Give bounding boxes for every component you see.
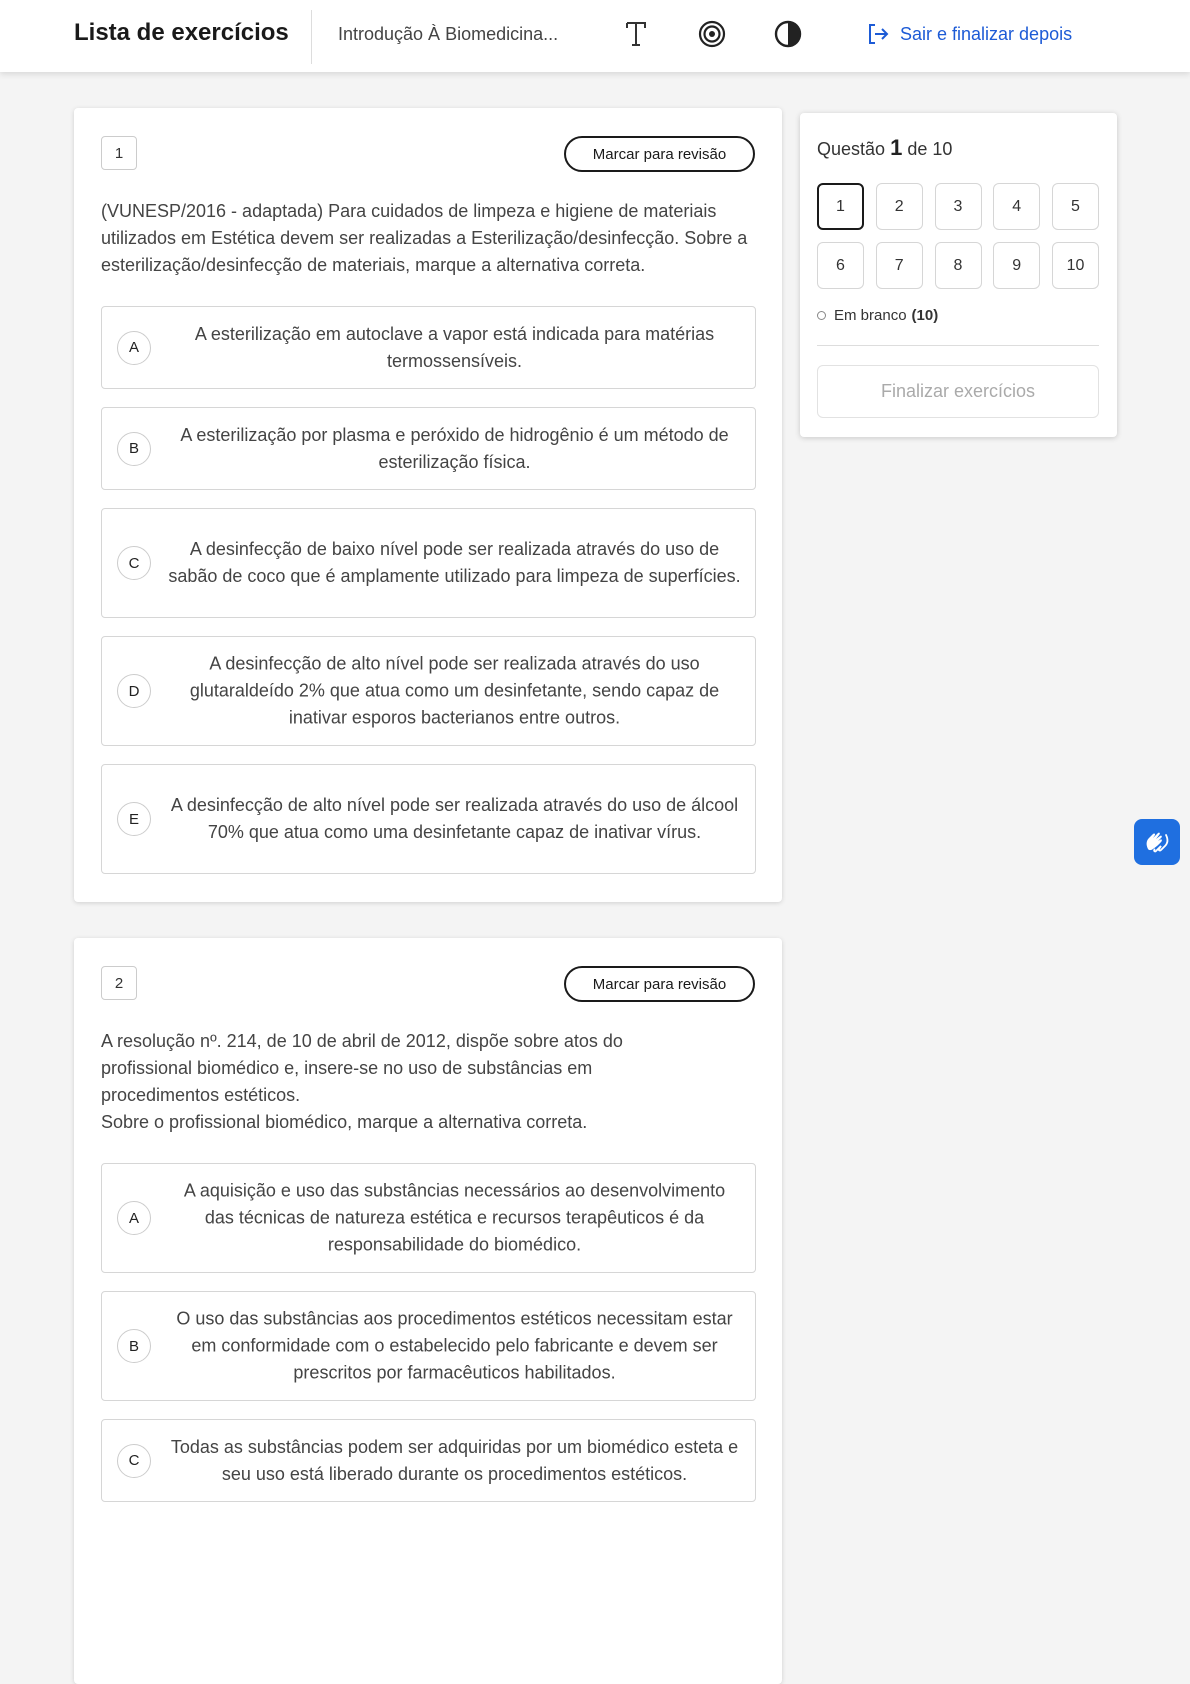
- nav-question-2[interactable]: 2: [876, 183, 923, 230]
- text-size-button[interactable]: [620, 18, 652, 50]
- alternative-d[interactable]: [101, 636, 756, 746]
- libras-accessibility-button[interactable]: [1134, 819, 1180, 865]
- alternative-b[interactable]: [101, 1291, 756, 1401]
- total-questions: 10: [932, 139, 953, 159]
- navigator-divider: [817, 345, 1099, 346]
- contrast-button[interactable]: [772, 18, 804, 50]
- question-statement: [101, 198, 756, 279]
- exit-label: Sair e finalizar depois: [900, 23, 1073, 44]
- target-icon: [698, 20, 726, 48]
- question-card-2: [74, 938, 782, 1684]
- alternative-a[interactable]: [101, 1163, 756, 1273]
- nav-question-5[interactable]: 5: [1052, 183, 1099, 230]
- mark-for-review-button[interactable]: Marcar para revisão: [564, 136, 755, 172]
- statement-paragraph: Sobre o profissional biomédico, marque a alternativa correta.: [101, 1112, 588, 1132]
- navigator-of: de: [907, 139, 928, 159]
- alternative-e[interactable]: [101, 764, 756, 874]
- alternative-letter: B: [117, 432, 151, 466]
- alternative-text: O uso das substâncias aos procedimentos estéticos necessitam estar em conformidade com o estabelecido pelo fabricante e devem ser prescritos por farmacêuticos habilitados.: [176, 1308, 733, 1383]
- alternative-text: A esterilização por plasma e peróxido de hidrogênio é um método de esterilização física.: [180, 424, 729, 472]
- nav-question-3[interactable]: 3: [935, 183, 982, 230]
- nav-question-8[interactable]: 8: [935, 242, 982, 289]
- alternative-letter: A: [117, 331, 151, 365]
- focus-mode-button[interactable]: [696, 18, 728, 50]
- alternative-b[interactable]: [101, 407, 756, 490]
- alternative-text: A desinfecção de baixo nível pode ser realizada através do uso de sabão de coco que é amplamente utilizado para limpeza de superfícies.: [168, 539, 741, 586]
- alternative-letter: D: [117, 674, 151, 708]
- nav-question-7[interactable]: 7: [876, 242, 923, 289]
- mark-for-review-button[interactable]: Marcar para revisão: [564, 966, 755, 1002]
- sign-language-hands-icon: [1142, 827, 1172, 857]
- question-statement: [101, 1028, 661, 1136]
- course-name: Introdução À Biomedicina...: [338, 24, 559, 44]
- question-navigator: [800, 113, 1117, 437]
- logout-icon: [866, 22, 890, 46]
- current-question-number: 1: [890, 135, 903, 160]
- nav-question-1[interactable]: 1: [817, 183, 864, 230]
- exit-and-finish-later-link[interactable]: [866, 22, 1072, 46]
- alternative-c[interactable]: [101, 1419, 756, 1502]
- statement-paragraph: (VUNESP/2016 - adaptada) Para cuidados de limpeza e higiene de materiais utilizados em Estética devem ser realizadas a Esterilização/desinfecção. Sobre a esterilização/desinfecção de materiais, marque a alternativa correta.: [101, 201, 748, 275]
- alternative-text: Todas as substâncias podem ser adquiridas por um biomédico esteta e seu uso está liberado durante os procedimentos estéticos.: [170, 1436, 739, 1484]
- contrast-icon: [774, 20, 802, 48]
- question-number: 1: [101, 136, 137, 170]
- alternative-c[interactable]: [101, 508, 756, 618]
- navigator-prefix: Questão: [817, 139, 886, 159]
- text-size-icon: [624, 21, 648, 47]
- question-number-grid: [817, 183, 1099, 289]
- blank-dot-icon: [817, 311, 826, 320]
- navigator-title: [817, 135, 952, 161]
- top-bar: [0, 0, 1190, 72]
- statement-paragraph: A resolução nº. 214, de 10 de abril de 2012, dispõe sobre atos do profissional biomédico e, insere-se no uso de substâncias em procedimentos estéticos.: [101, 1031, 623, 1105]
- alternative-letter: A: [117, 1201, 151, 1235]
- page-title: Lista de exercícios: [74, 19, 289, 46]
- blank-count: (10): [911, 307, 939, 324]
- alternative-letter: C: [117, 546, 151, 580]
- nav-question-4[interactable]: 4: [993, 183, 1040, 230]
- question-card-1: [74, 108, 782, 902]
- alternative-letter: B: [117, 1329, 151, 1363]
- alternative-text: A desinfecção de alto nível pode ser realizada através do uso de álcool 70% que atua como uma desinfetante capaz de inativar vírus.: [170, 795, 739, 842]
- question-number: 2: [101, 966, 137, 1000]
- finish-exercises-button[interactable]: Finalizar exercícios: [817, 365, 1099, 418]
- alternative-a[interactable]: [101, 306, 756, 389]
- nav-question-9[interactable]: 9: [993, 242, 1040, 289]
- blank-label: Em branco: [834, 307, 907, 324]
- blank-legend: [817, 307, 938, 324]
- nav-question-6[interactable]: 6: [817, 242, 864, 289]
- alternative-letter: C: [117, 1444, 151, 1478]
- alternative-text: A desinfecção de alto nível pode ser realizada através do uso glutaraldeído 2% que atua como um desinfetante, sendo capaz de inativar esporos bacterianos entre outros.: [189, 653, 720, 728]
- nav-question-10[interactable]: 10: [1052, 242, 1099, 289]
- header-divider: [311, 10, 312, 64]
- alternative-text: A esterilização em autoclave a vapor está indicada para matérias termossensíveis.: [194, 323, 715, 371]
- alternative-letter: E: [117, 802, 151, 836]
- alternative-text: A aquisição e uso das substâncias necessários ao desenvolvimento das técnicas de natureza estética e recursos terapêuticos é da responsabilidade do biomédico.: [183, 1180, 726, 1255]
